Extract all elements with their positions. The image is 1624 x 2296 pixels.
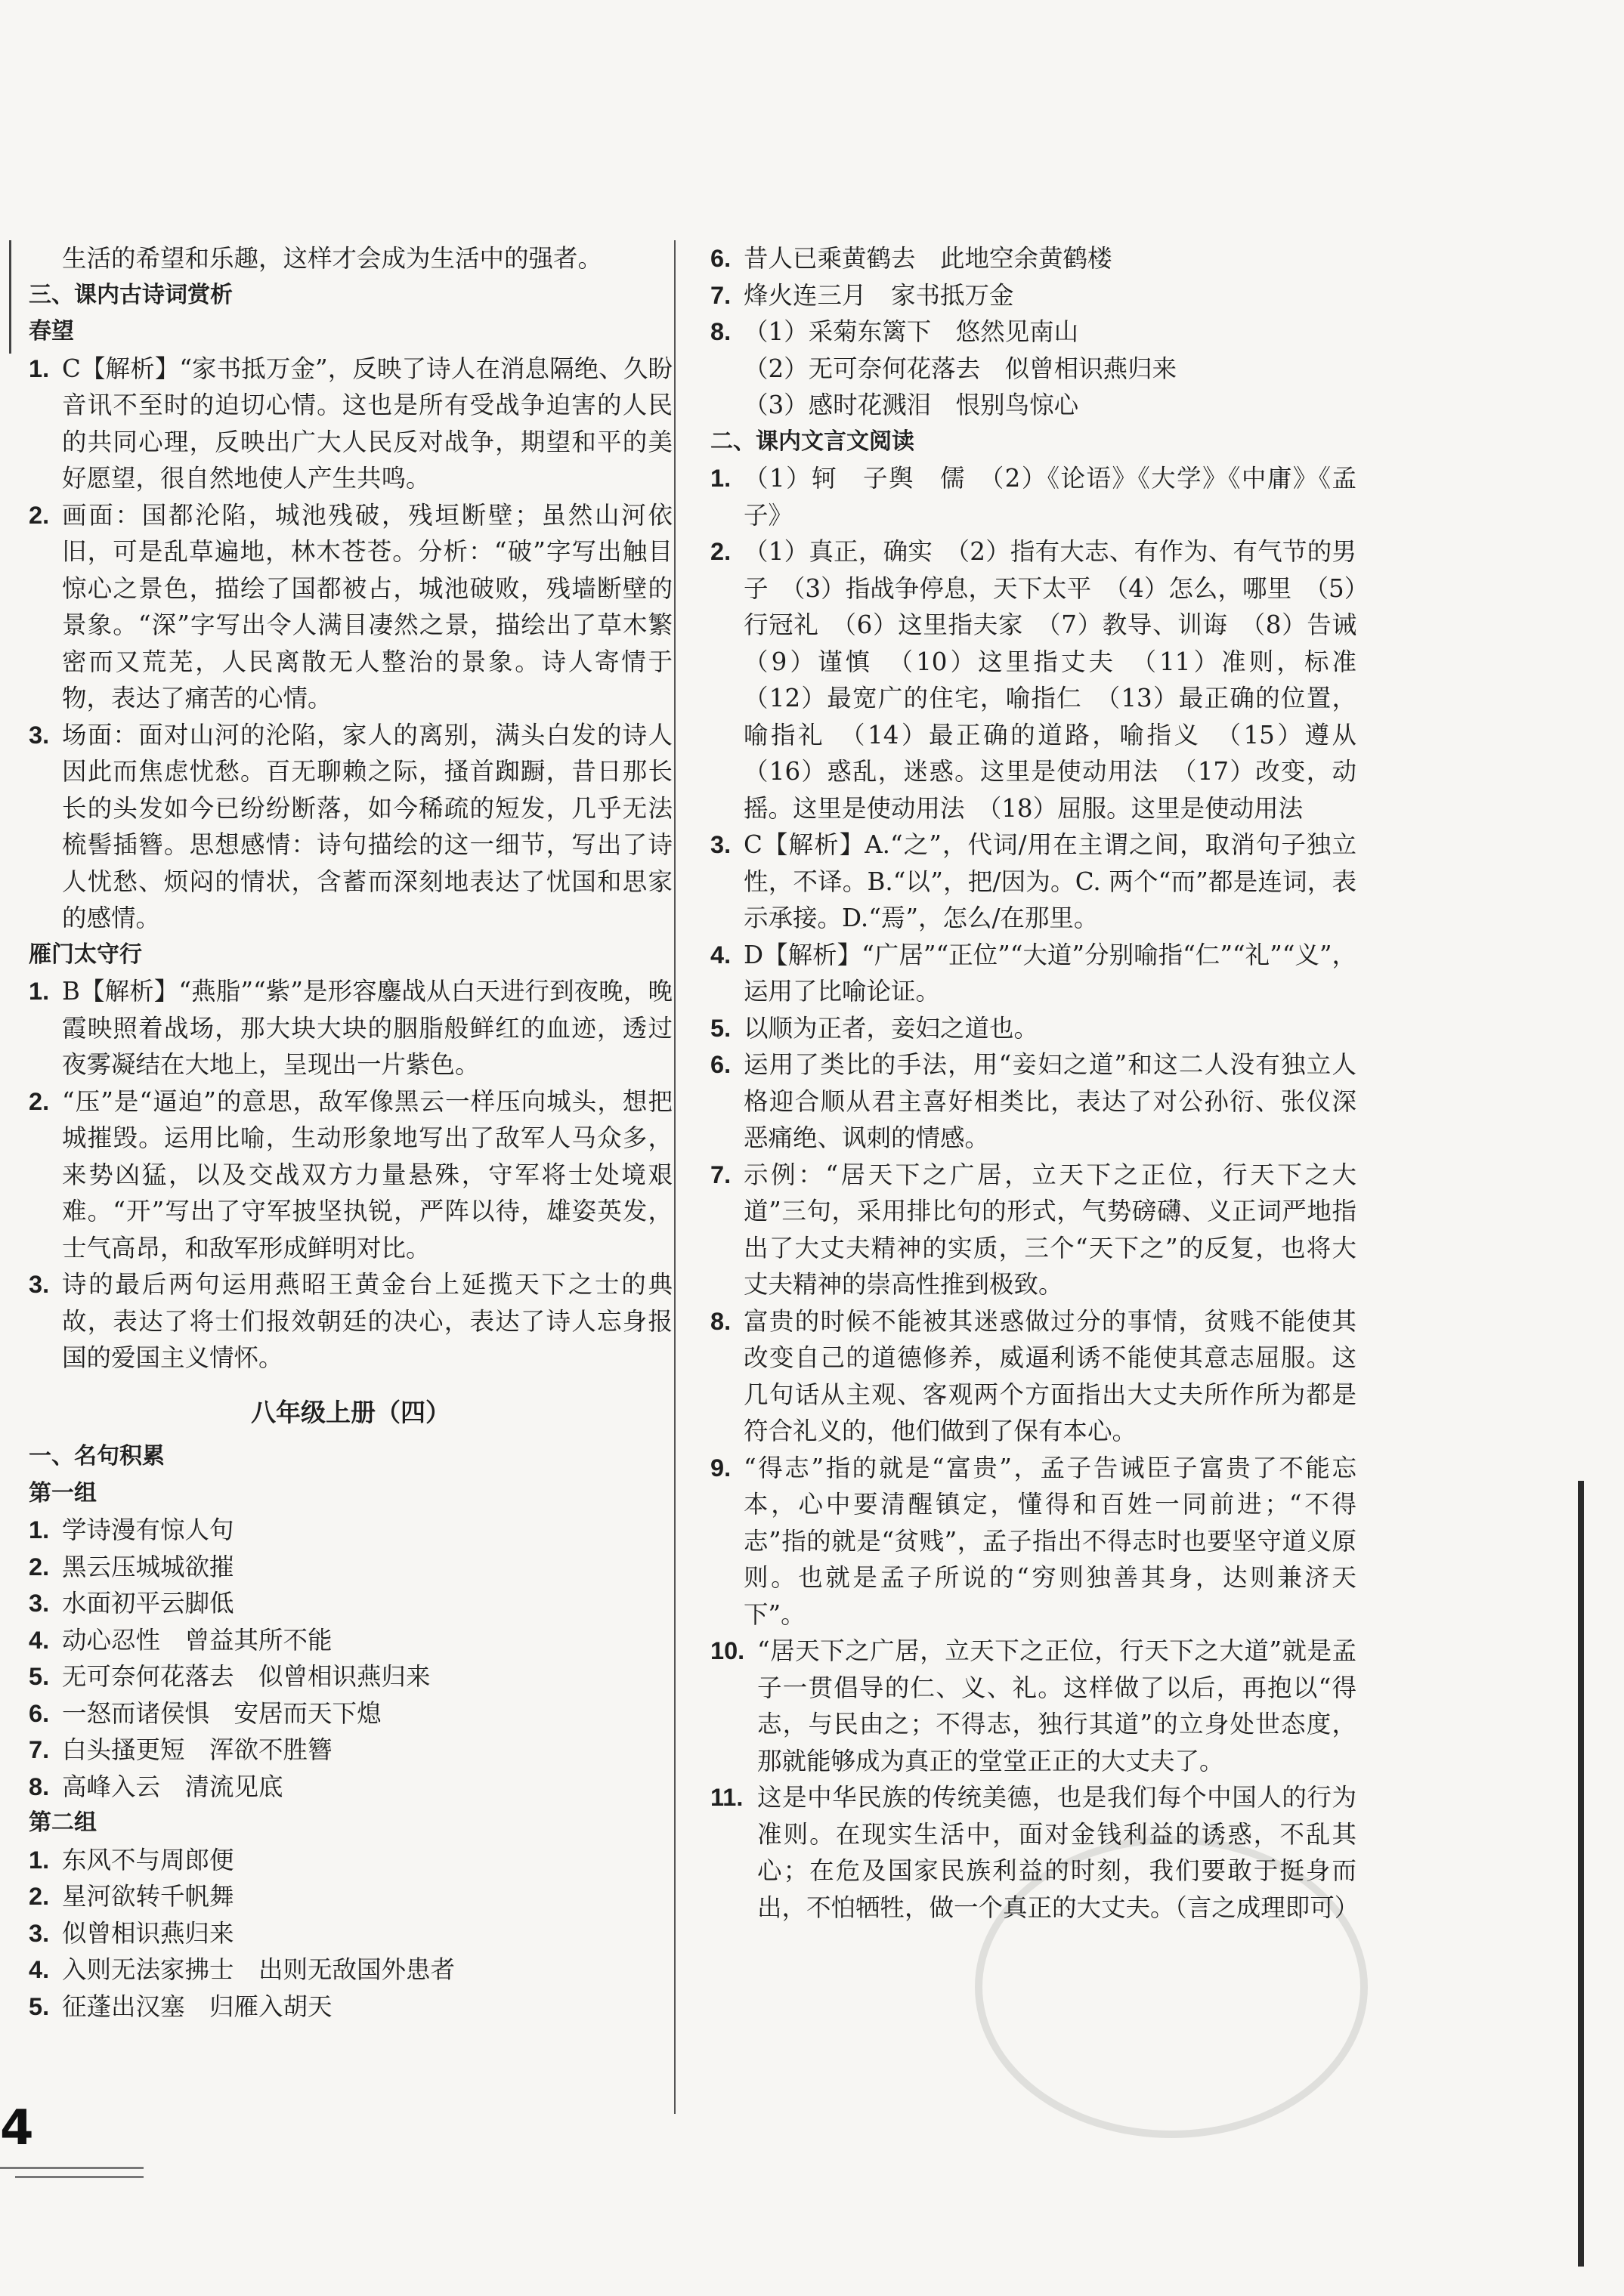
- item-number: 7.: [710, 1160, 732, 1188]
- item-number: 3.: [29, 1919, 50, 1947]
- answer-item: [710, 1010, 1356, 1047]
- item-number: 1.: [29, 978, 50, 1005]
- item-number: 2.: [29, 1553, 50, 1581]
- item-text: 以顺为正者，妾妇之道也。: [744, 1013, 1039, 1043]
- item-number: 6.: [29, 1699, 50, 1727]
- section-heading-quotes: 一、名句积累: [29, 1443, 165, 1469]
- item-text: C【解析】“家书抵万金”，反映了诗人在消息隔绝、久盼音讯不至时的迫切心情。这也是所有受战争迫害的人民的共同心理，反映出广大人民反对战争，期望和平的美好愿望，很自然地使人产生共鸣。: [62, 354, 673, 493]
- item-number: 2.: [29, 1087, 50, 1115]
- poem1-answers: [29, 351, 673, 937]
- item-text: 星河欲转千帆舞: [62, 1882, 234, 1911]
- continued-line: 生活的希望和乐趣，这样才会成为生活中的强者。: [62, 244, 603, 273]
- unit-title: 八年级上册（四）: [251, 1397, 450, 1427]
- answer-item: [29, 1732, 673, 1769]
- item-text: 一怒而诸侯惧 安居而天下熄: [62, 1698, 382, 1728]
- item-text: 无可奈何花落去 似曾相识燕归来: [62, 1662, 431, 1691]
- answer-item: [710, 1779, 1360, 1926]
- item-number: 3.: [29, 1590, 50, 1617]
- item-text: “得志”指的就是“富贵”，孟子告诫臣子富贵了不能忘本，心中要清醒镇定，懂得和百姓一同前进；“不得志”指的就是“贫贱”，孟子指出不得志时也要坚守道义原则。也就是孟子所说的“穷则独善其身，达则兼济天下”。: [744, 1453, 1356, 1629]
- item-text: 征蓬出汉塞 归雁入胡天: [62, 1992, 333, 2021]
- item-number: 1.: [710, 465, 732, 492]
- item-text: 场面：面对山河的沦陷，家人的离别，满头白发的诗人因此而焦虑忧愁。百无聊赖之际，搔首踟蹰，昔日那长长的头发如今已纷纷断落，如今稀疏的短发，几乎无法梳髻插簪。思想感情：诗句描绘的这一细节，写出了诗人忧愁、烦闷的情状，含蓄而深刻地表达了忧国和思家的感情。: [62, 720, 673, 932]
- item-number: 2.: [710, 538, 732, 565]
- answer-item: [29, 1266, 673, 1377]
- item-number: 8.: [710, 1307, 732, 1335]
- item-text: 白头搔更短 浑欲不胜簪: [62, 1735, 333, 1764]
- answer-item: [29, 1842, 673, 1879]
- item-text: 黑云压城城欲摧: [62, 1552, 234, 1581]
- item-text: 学诗漫有惊人句: [62, 1516, 234, 1544]
- item-text: （1）采菊东篱下 悠然见南山: [744, 317, 1079, 346]
- answer-item: [29, 1585, 673, 1622]
- item-number: 6.: [710, 245, 732, 272]
- answer-item: [29, 1512, 673, 1549]
- item-text: “压”是“逼迫”的意思，敌军像黑云一样压向城头，想把城摧毁。运用比喻，生动形象地写出了敌军人马众多，来势凶猛，以及交战双方力量悬殊，守军将士处境艰难。“开”写出了守军披坚执锐，严阵以待，雄姿英发，士气高昂，和敌军形成鲜明对比。: [62, 1086, 673, 1262]
- item-number: 5.: [29, 1663, 50, 1690]
- section-heading-poetry: 三、课内古诗词赏析: [29, 281, 233, 308]
- item-number: 9.: [710, 1454, 732, 1482]
- item-text: 富贵的时候不能被其迷惑做过分的事情，贫贱不能使其改变自己的道德修养，威逼利诱不能使其意志屈服。这几句话从主观、客观两个方面指出大丈夫所作所为都是符合礼义的，他们做到了保有本心。: [744, 1306, 1356, 1445]
- item-number: 3.: [29, 721, 50, 749]
- page-number: 4: [0, 2100, 34, 2156]
- item-text: 东风不与周郎便: [62, 1845, 234, 1874]
- item-text: “居天下之广居，立天下之正位，行天下之大道”就是孟子一贯倡导的仁、义、礼。这样做了以后，再抱以“得志，与民由之；不得志，独行其道”的立身处世态度，那就能够成为真正的堂堂正正的大丈夫了。: [757, 1636, 1356, 1775]
- item-number: 7.: [710, 281, 732, 309]
- item-number: 5.: [710, 1014, 732, 1042]
- column-divider: [674, 240, 676, 2114]
- item-number: 8.: [710, 318, 732, 345]
- answer-item: [29, 973, 673, 1083]
- item8-sub2: （2）无可奈何花落去 似曾相识燕归来: [744, 354, 1177, 383]
- answer-item: [710, 533, 1381, 827]
- poem-title-yanmen: 雁门太守行: [29, 941, 142, 968]
- answer-item: [29, 1878, 673, 1915]
- answer-item: [29, 717, 673, 937]
- answer-item: [710, 1046, 1356, 1157]
- answer-item: [710, 240, 1356, 277]
- item-text: 这是中华民族的传统美德，也是我们每个中国人的行为准则。在现实生活中，面对金钱利益的诱惑，不乱其心；在危及国家民族利益的时刻，我们要敢于挺身而出，不怕牺牲，做一个真正的大丈夫。（言之成理即可）: [757, 1783, 1360, 1922]
- answer-item: [710, 827, 1356, 937]
- answer-item: [29, 1658, 673, 1695]
- group1-answers: [29, 1512, 673, 1805]
- item-text: 画面：国都沦陷，城池残破，残垣断壁；虽然山河依旧，可是乱草遍地，林木苍苍。分析：“破”字写出触目惊心之景色，描绘了国都被占，城池破败，残墙断壁的景象。“深”字写出令人满目凄然之景，描绘出了草木繁密而又荒芜，人民离散无人整治的景象。诗人寄情于物，表达了痛苦的心情。: [62, 500, 673, 712]
- answer-item: [29, 1989, 673, 2026]
- section-heading-classical: 二、课内文言文阅读: [710, 428, 914, 455]
- item-text: 诗的最后两句运用燕昭王黄金台上延揽天下之士的典故，表达了将士们报效朝廷的决心，表达了诗人忘身报国的爱国主义情怀。: [62, 1270, 673, 1372]
- binding-edge: [1578, 1481, 1584, 2267]
- answer-item: [29, 1915, 673, 1952]
- item8-sub3: （3）感时花溅泪 恨别鸟惊心: [744, 391, 1079, 419]
- page-rule: [0, 2167, 144, 2169]
- answer-item: [710, 314, 1356, 351]
- item-number: 4.: [710, 941, 732, 969]
- item-number: 10.: [710, 1637, 745, 1664]
- answer-item: [710, 937, 1356, 1010]
- answer-item: [29, 497, 673, 717]
- answer-item: [29, 1549, 673, 1586]
- item-text: 高峰入云 清流见底: [62, 1772, 283, 1801]
- classical-answers: [710, 460, 1381, 1926]
- answer-item: [710, 1450, 1356, 1633]
- item-number: 4.: [29, 1626, 50, 1654]
- item-number: 6.: [710, 1051, 732, 1078]
- left-edge-mark: [9, 240, 11, 354]
- item-number: 1.: [29, 1516, 50, 1544]
- group2-title: 第二组: [29, 1809, 97, 1836]
- group2-answers: [29, 1842, 673, 2026]
- item-number: 11.: [710, 1784, 744, 1811]
- poem2-answers: [29, 973, 673, 1377]
- item-number: 3.: [29, 1271, 50, 1298]
- item-number: 1.: [29, 354, 50, 382]
- item-text: 昔人已乘黄鹤去 此地空余黄鹤楼: [744, 244, 1112, 273]
- item-number: 3.: [710, 831, 732, 858]
- item-text: 似曾相识燕归来: [62, 1918, 234, 1948]
- item-text: （1）轲 子舆 儒 （2）《论语》《大学》《中庸》《孟子》: [744, 464, 1356, 530]
- item-number: 5.: [29, 1992, 50, 2020]
- item-number: 2.: [29, 1883, 50, 1910]
- group1-title: 第一组: [29, 1479, 97, 1506]
- answer-item: [29, 1622, 673, 1659]
- item-text: 动心忍性 曾益其所不能: [62, 1625, 333, 1655]
- answer-item: [710, 1633, 1356, 1779]
- answer-item: [29, 1951, 673, 1989]
- poem-title-chunwang: 春望: [29, 318, 74, 345]
- item-text: （1）真正，确实 （2）指有大志、有作为、有气节的男子 （3）指战争停息，天下太平 （4）怎么，哪里 （5）行冠礼 （6）这里指夫家 （7）教导、训诲 （8）告诫 （9）谨慎 （10）这里指丈夫 （11）准则，标准 （12）最宽广的住宅，喻指仁 （13）最正确的位置，喻指礼 （14）最正确的道路，喻指义 （15）遵从 （16）惑乱，迷惑。这里是使动用法 （17）改变，动摇。这里是使动用法 （18）屈服。这里是使动用法: [744, 537, 1381, 823]
- answer-item: [710, 1303, 1356, 1450]
- answer-item: [29, 1695, 673, 1732]
- item-number: 1.: [29, 1846, 50, 1874]
- item-number: 4.: [29, 1956, 50, 1983]
- answer-item: [29, 1083, 673, 1267]
- item-text: 烽火连三月 家书抵万金: [744, 280, 1014, 310]
- answer-item: [710, 460, 1356, 533]
- left-column: [29, 240, 673, 2025]
- item-text: 入则无法家拂士 出则无敌国外患者: [62, 1955, 456, 1984]
- group2-continued-answers: [710, 240, 1356, 351]
- answer-item: [710, 277, 1356, 314]
- answer-item: [710, 1157, 1356, 1303]
- item-text: D【解析】“广居”“正位”“大道”分别喻指“仁”“礼”“义”，运用了比喻论证。: [744, 940, 1357, 1006]
- item-number: 2.: [29, 501, 50, 529]
- item-text: 水面初平云脚低: [62, 1589, 234, 1618]
- item-number: 7.: [29, 1736, 50, 1763]
- page-rule: [15, 2176, 144, 2178]
- item-number: 8.: [29, 1772, 50, 1800]
- item-text: C【解析】A.“之”，代词/用在主谓之间，取消句子独立性，不译。B.“以”，把/因为。C. 两个“而”都是连词，表示承接。D.“焉”，怎么/在那里。: [744, 830, 1356, 932]
- item-text: 运用了类比的手法，用“妾妇之道”和这二人没有独立人格迎合顺从君主喜好相类比，表达了对公孙衍、张仪深恶痛绝、讽刺的情感。: [744, 1050, 1356, 1152]
- answer-item: [29, 1769, 673, 1806]
- right-column: [710, 240, 1381, 1926]
- item-text: 示例：“居天下之广居，立天下之正位，行天下之大道”三句，采用排比句的形式，气势磅礴、义正词严地指出了大丈夫精神的实质，三个“天下之”的反复，也将大丈夫精神的崇高性推到极致。: [744, 1160, 1356, 1299]
- item-text: B【解析】“燕脂”“紫”是形容鏖战从白天进行到夜晚，晚霞映照着战场，那大块大块的胭脂般鲜红的血迹，透过夜雾凝结在大地上，呈现出一片紫色。: [62, 977, 673, 1079]
- answer-item: [29, 351, 673, 497]
